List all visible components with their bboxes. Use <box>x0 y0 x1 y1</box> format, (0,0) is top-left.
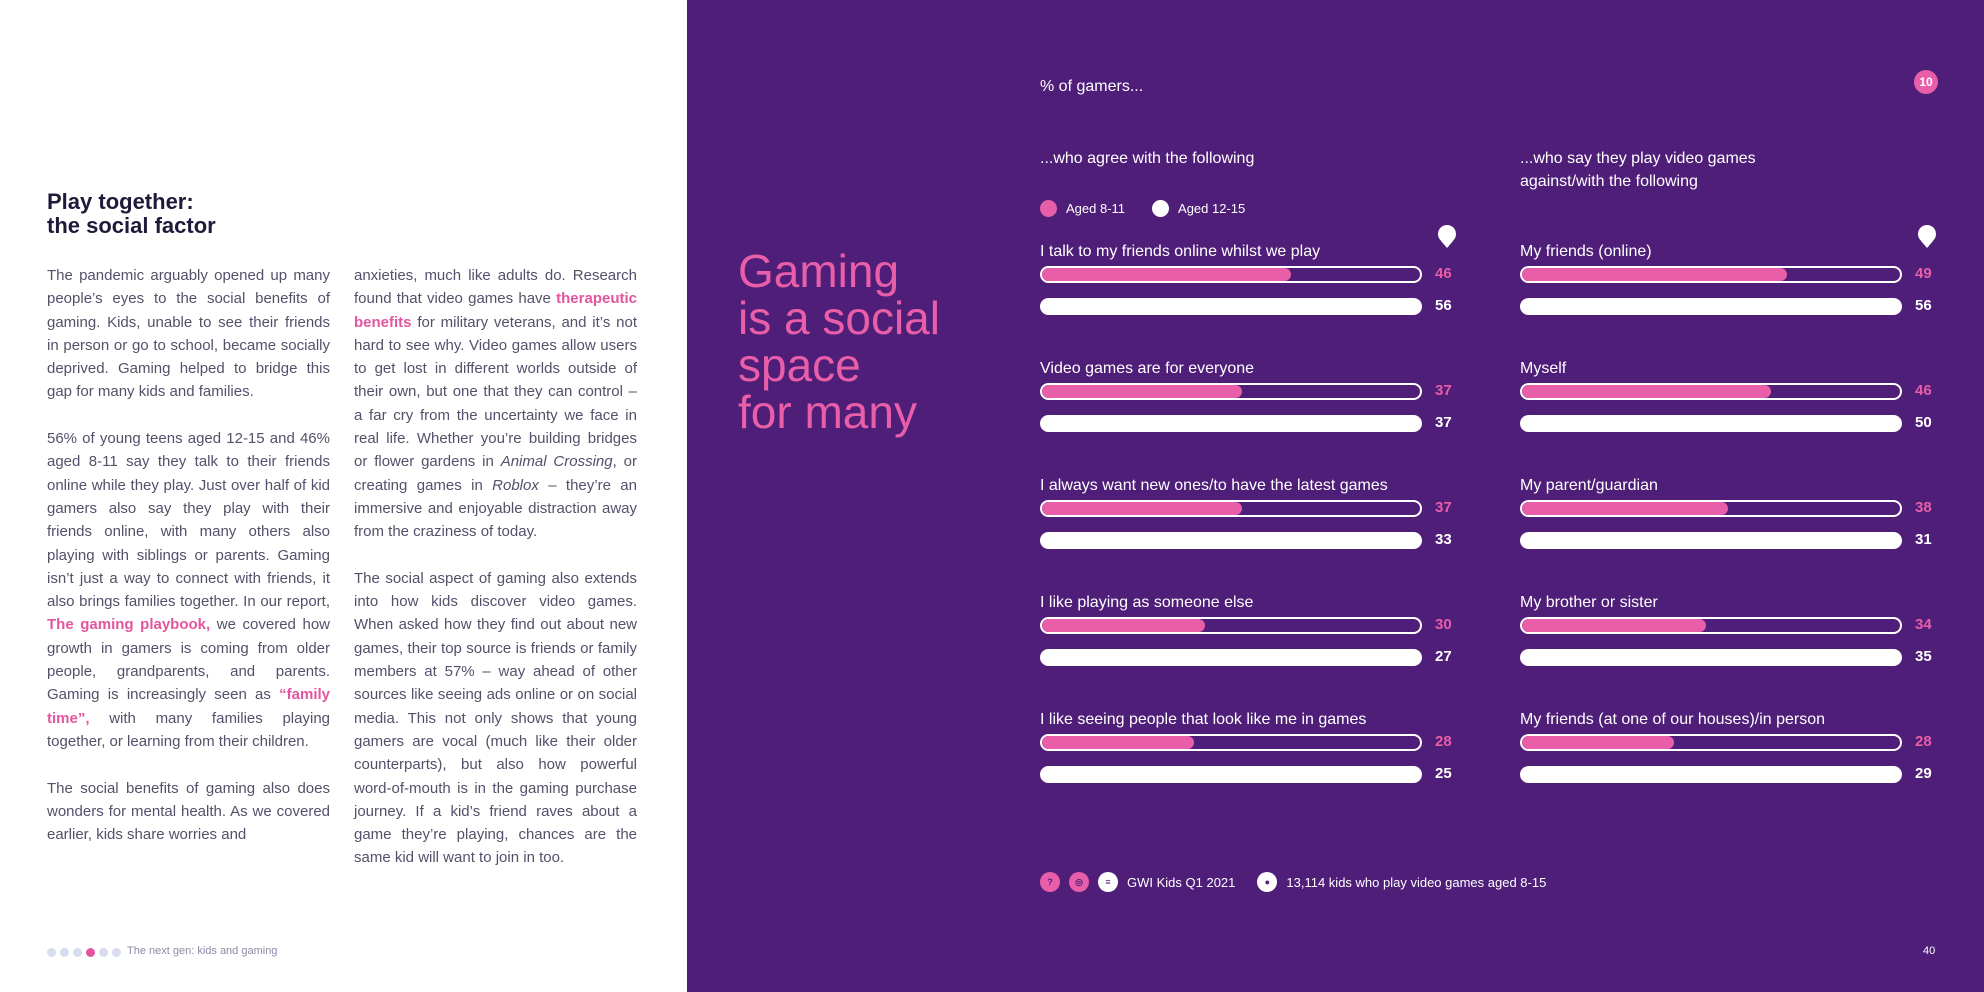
bar <box>1520 415 1902 432</box>
data-label: 30 <box>1435 616 1452 633</box>
bar-track <box>1040 734 1422 751</box>
source-label: GWI Kids Q1 2021 <box>1127 874 1236 890</box>
category-label: Video games are for everyone <box>1040 360 1255 377</box>
progress-dot-active <box>86 948 95 957</box>
data-label: 27 <box>1435 648 1452 665</box>
data-label: 56 <box>1915 297 1932 314</box>
progress-dot <box>60 948 69 957</box>
data-label: 35 <box>1915 648 1932 665</box>
bar <box>1520 649 1902 666</box>
pull-quote-line: space <box>738 339 861 391</box>
family-time-link[interactable]: “family time”, <box>47 686 330 727</box>
paragraph <box>47 427 330 753</box>
bar <box>1522 736 1674 749</box>
paragraph-text: with many families playing together, or learning from their children. <box>47 709 330 750</box>
bar-group <box>1520 238 1940 348</box>
bar-row <box>1520 649 1940 666</box>
bar <box>1520 298 1902 315</box>
bar-track <box>1040 383 1422 400</box>
footer-report-title: The next gen: kids and gaming <box>127 945 278 957</box>
bar-track <box>1520 383 1902 400</box>
page-number: 40 <box>1923 945 1936 957</box>
category-label: My friends (online) <box>1520 243 1652 260</box>
bar <box>1522 619 1706 632</box>
bar-row <box>1520 383 1940 400</box>
bar <box>1522 385 1771 398</box>
paragraph: The social aspect of gaming also extends into how kids discover video games. When asked how they find out about new games, their top source is friends or family members at 57% – way ahead of other sources like seeing ads online or on social media. This not only shows that young gamers are vocal (much like their older counterparts), but also how powerful word-of-mouth is in the gaming purchase journey. If a kid’s friend raves about a game they’re playing, chances are the same kid will want to join in too. <box>354 569 637 867</box>
right-page <box>687 0 1984 992</box>
data-label: 46 <box>1435 265 1452 282</box>
paragraph: The pandemic arguably opened up many people’s eyes to the social benefits of gaming. Kids, unable to see their friends in person or go to school, became socially deprived. Gaming helped to bridge this gap for many kids and families. <box>47 267 330 401</box>
bar <box>1042 619 1205 632</box>
globe-icon[interactable]: ◎ <box>1069 872 1089 892</box>
category-label: Myself <box>1520 360 1567 377</box>
data-source-icon[interactable]: ≡ <box>1098 872 1118 892</box>
progress-dot <box>99 948 108 957</box>
bar <box>1040 766 1422 783</box>
progress-dot <box>47 948 56 957</box>
bar-row <box>1520 298 1940 315</box>
data-label: 33 <box>1435 531 1452 548</box>
therapeutic-benefits-link[interactable]: therapeutic benefits <box>354 290 637 331</box>
base-label: 13,114 kids who play video games aged 8-15 <box>1286 874 1547 890</box>
pull-quote-line: for many <box>738 386 917 438</box>
bar-row <box>1520 415 1940 432</box>
bar-group <box>1040 238 1460 348</box>
heading-line-1: Play together: <box>47 189 194 214</box>
section-progress-dots <box>47 948 121 957</box>
paragraph-text: we covered how growth in gamers is coming from older people, grandparents, and parents. Gaming is increasingly seen as <box>47 616 330 704</box>
paragraph-text: for military veterans, and it’s not hard to see why. Video games allow users to get lost in different worlds outside of their own, but one that they can control – a far cry from the uncertainty we face in real life. Whether you’re building bridges or flower gardens in <box>354 313 637 471</box>
bar-row <box>1040 500 1460 517</box>
progress-dot <box>73 948 82 957</box>
chart-number-badge: 10 <box>1914 70 1938 94</box>
data-label: 37 <box>1435 499 1452 516</box>
paragraph-text: 56% of young teens aged 12-15 and 46% aged 8-11 say they talk to their friends online while they play. Just over half of kid gamers also say they play with their friends online, with many others also playing with siblings or parents. Gaming isn’t just a way to connect with friends, it also brings families together. In our report, <box>47 430 330 611</box>
bar-group <box>1040 472 1460 582</box>
bar-track <box>1520 734 1902 751</box>
category-label: I like playing as someone else <box>1040 594 1254 611</box>
bar-group <box>1520 355 1940 465</box>
bar-track <box>1520 500 1902 517</box>
bar <box>1040 298 1422 315</box>
data-label: 46 <box>1915 382 1932 399</box>
game-title: Animal Crossing <box>500 453 613 471</box>
bar-row <box>1520 532 1940 549</box>
data-label: 29 <box>1915 765 1932 782</box>
bar-track <box>1040 500 1422 517</box>
data-label: 38 <box>1915 499 1932 516</box>
bar-group <box>1520 589 1940 699</box>
chart-legend <box>1040 200 1245 217</box>
bar-row <box>1040 298 1460 315</box>
category-label: My parent/guardian <box>1520 477 1658 494</box>
data-label: 28 <box>1915 733 1932 750</box>
legend-label-8-11: Aged 8-11 <box>1066 201 1126 216</box>
bar-track <box>1040 266 1422 283</box>
legend-swatch-white <box>1152 200 1169 217</box>
bar-track <box>1520 617 1902 634</box>
bar-group <box>1040 706 1460 816</box>
source-bar <box>1040 872 1546 892</box>
bar-group <box>1520 472 1940 582</box>
text-column-2 <box>354 264 637 893</box>
chart-b-subtitle: ...who say they play video games against/with the following <box>1520 150 1756 190</box>
page-heading <box>47 190 216 238</box>
left-page <box>0 0 687 992</box>
data-label: 50 <box>1915 414 1932 431</box>
bar-row <box>1040 415 1460 432</box>
bar-row <box>1040 266 1460 283</box>
chart-a-subtitle: ...who agree with the following <box>1040 150 1255 167</box>
bar-row <box>1040 734 1460 751</box>
bar <box>1040 415 1422 432</box>
bar <box>1520 766 1902 783</box>
pull-quote <box>738 245 940 438</box>
bar-group <box>1040 355 1460 465</box>
data-label: 34 <box>1915 616 1932 633</box>
data-label: 56 <box>1435 297 1452 314</box>
data-label: 49 <box>1915 265 1932 282</box>
category-label: I talk to my friends online whilst we play <box>1040 243 1321 260</box>
bar-row <box>1040 766 1460 783</box>
bar <box>1040 532 1422 549</box>
bar-row <box>1520 617 1940 634</box>
text-column-1 <box>47 264 330 870</box>
bar <box>1520 532 1902 549</box>
chart-title: % of gamers... <box>1040 78 1144 95</box>
game-title: Roblox <box>492 476 539 494</box>
data-label: 37 <box>1435 414 1452 431</box>
legend-swatch-pink <box>1040 200 1057 217</box>
paragraph-text: , or creating games in <box>354 453 637 494</box>
bar <box>1522 502 1728 515</box>
people-icon[interactable]: ● <box>1257 872 1277 892</box>
bar <box>1042 268 1291 281</box>
bar <box>1040 649 1422 666</box>
paragraph-text: – they’re an immersive and enjoyable distraction away from the craziness of today. <box>354 476 637 541</box>
data-label: 37 <box>1435 382 1452 399</box>
data-label: 31 <box>1915 531 1932 548</box>
paragraph-text: anxieties, much like adults do. Research found that video games have <box>354 267 637 308</box>
bar-row <box>1520 266 1940 283</box>
bar <box>1522 268 1787 281</box>
category-label: I like seeing people that look like me in games <box>1040 711 1367 728</box>
bar <box>1042 736 1194 749</box>
category-label: I always want new ones/to have the latest games <box>1040 477 1388 494</box>
bar-row <box>1520 500 1940 517</box>
heading-line-2: the social factor <box>47 213 216 238</box>
bar <box>1042 502 1242 515</box>
bar-group <box>1520 706 1940 816</box>
category-label: My friends (at one of our houses)/in person <box>1520 711 1826 728</box>
bar-track <box>1040 617 1422 634</box>
bar-track <box>1520 266 1902 283</box>
gaming-playbook-link[interactable]: The gaming playbook, <box>47 616 211 634</box>
pull-quote-line: is a social <box>738 292 940 344</box>
question-icon[interactable]: ? <box>1040 872 1060 892</box>
bar-row <box>1520 734 1940 751</box>
data-label: 25 <box>1435 765 1452 782</box>
bar-row <box>1040 532 1460 549</box>
bar-row <box>1040 649 1460 666</box>
paragraph: The social benefits of gaming also does wonders for mental health. As we covered earlier, kids share worries and <box>47 779 330 844</box>
category-label: My brother or sister <box>1520 594 1658 611</box>
pull-quote-line: Gaming <box>738 245 900 297</box>
progress-dot <box>112 948 121 957</box>
paragraph <box>354 264 637 544</box>
bar <box>1042 385 1242 398</box>
bar-row <box>1520 766 1940 783</box>
bar-row <box>1040 617 1460 634</box>
legend-label-12-15: Aged 12-15 <box>1178 201 1246 216</box>
bar-group <box>1040 589 1460 699</box>
data-label: 28 <box>1435 733 1452 750</box>
bar-row <box>1040 383 1460 400</box>
